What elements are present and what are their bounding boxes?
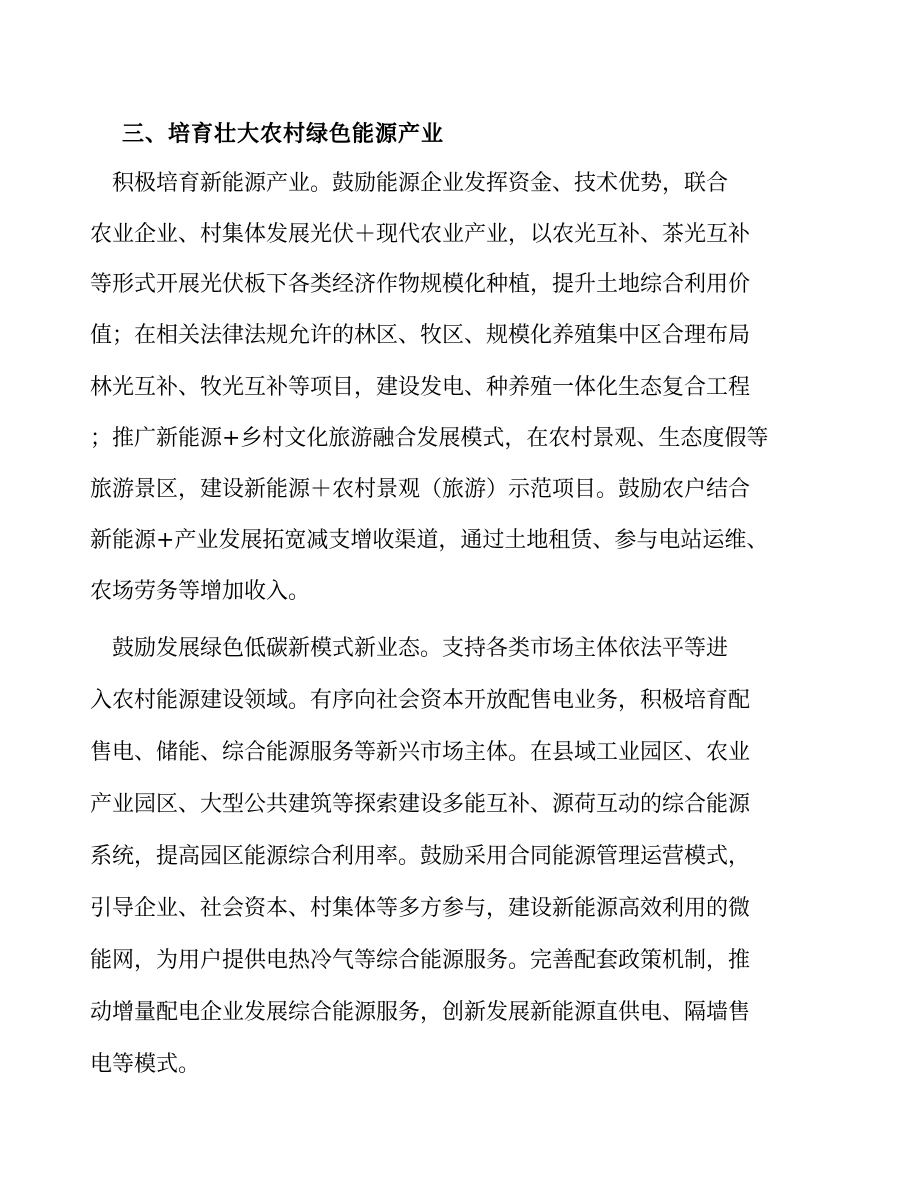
- paragraph-line: 售电、储能、综合能源服务等新兴市场主体。在县域工业园区、农业: [90, 740, 751, 765]
- paragraph-line: 林光互补、牧光互补等项目，建设发电、种养殖一体化生态复合工程: [90, 375, 751, 400]
- paragraph-line: 鼓励发展绿色低碳新模式新业态。支持各类市场主体依法平等进: [90, 636, 729, 661]
- paragraph-line: 旅游景区，建设新能源＋农村景观（旅游）示范项目。鼓励农户结合: [90, 477, 751, 502]
- paragraph-line: 动增量配电企业发展综合能源服务，创新发展新能源直供电、隔墙售: [90, 1000, 751, 1025]
- paragraph-line: 等形式开展光伏板下各类经济作物规模化种植，提升土地综合利用价: [90, 272, 751, 297]
- paragraph-line: 值；在相关法律法规允许的林区、牧区、规模化养殖集中区合理布局: [90, 323, 751, 348]
- paragraph-line: 电等模式。: [90, 1052, 201, 1077]
- section-heading: 三、培育壮大农村绿色能源产业: [122, 122, 445, 147]
- paragraph-line: 产业园区、大型公共建筑等探索建设多能互补、源荷互动的综合能源: [90, 792, 751, 817]
- paragraph-line: ；推广新能源+乡村文化旅游融合发展模式，在农村景观、生态度假等: [90, 426, 769, 451]
- paragraph-line: 能网，为用户提供电热冷气等综合能源服务。完善配套政策机制，推: [90, 948, 751, 973]
- paragraph-line: 积极培育新能源产业。鼓励能源企业发挥资金、技术优势，联合: [90, 171, 729, 196]
- paragraph-line: 入农村能源建设领域。有序向社会资本开放配售电业务，积极培育配: [90, 688, 751, 713]
- paragraph-line: 新能源+产业发展拓宽减支增收渠道，通过土地租赁、参与电站运维、: [90, 528, 769, 553]
- paragraph-line: 农业企业、村集体发展光伏＋现代农业产业，以农光互补、茶光互补: [90, 222, 751, 247]
- paragraph-line: 系统，提高园区能源综合利用率。鼓励采用合同能源管理运营模式，: [90, 844, 751, 869]
- paragraph-line: 引导企业、社会资本、村集体等多方参与，建设新能源高效利用的微: [90, 896, 751, 921]
- paragraph-line: 农场劳务等增加收入。: [90, 579, 311, 604]
